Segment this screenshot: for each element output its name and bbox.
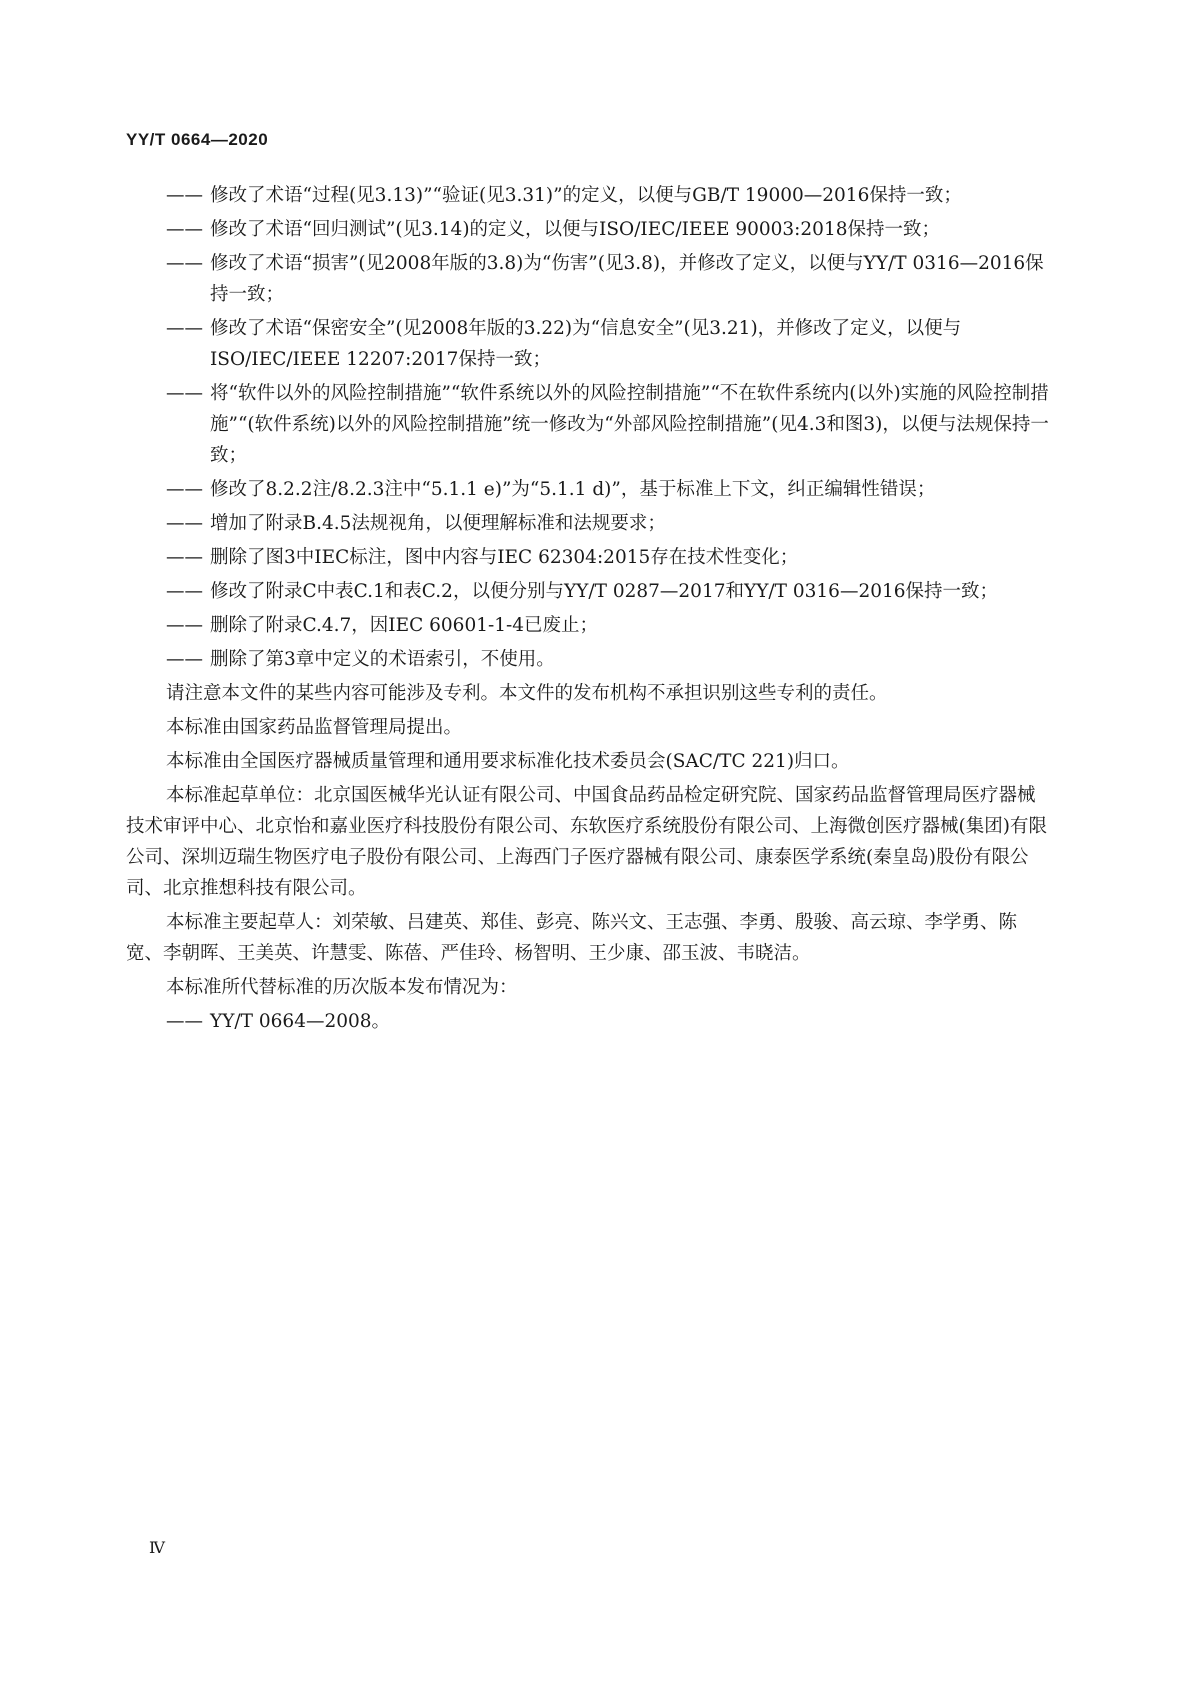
list-item-text: 修改了术语“过程(见3.13)”“验证(见3.31)”的定义，以便与GB/T 19000—2016保持一致； xyxy=(210,185,962,206)
list-item-text: 修改了8.2.2注/8.2.3注中“5.1.1 e)”为“5.1.1 d)”，基于标准上下文，纠正编辑性错误； xyxy=(210,479,936,500)
list-item-text: 删除了图3中IEC标注，图中内容与IEC 62304:2015存在技术性变化； xyxy=(210,547,799,568)
dash-marker: —— xyxy=(166,253,203,274)
list-item xyxy=(126,378,1050,471)
list-item-text: 修改了附录C中表C.1和表C.2，以便分别与YY/T 0287—2017和YY/T 0316—2016保持一致； xyxy=(210,581,999,602)
list-item xyxy=(126,644,1050,675)
dash-marker: —— xyxy=(166,479,203,500)
list-item xyxy=(126,474,1050,505)
list-item xyxy=(126,248,1050,310)
document-body xyxy=(126,180,1050,1040)
list-item-text: 将“软件以外的风险控制措施”“软件系统以外的风险控制措施”“不在软件系统内(以外)实施的风险控制措施”“(软件系统)以外的风险控制措施”统一修改为“外部风险控制措施”(见4.3和图3)，以便与法规保持一致； xyxy=(210,383,1049,466)
list-item-text: 修改了术语“回归测试”(见3.14)的定义，以便与ISO/IEC/IEEE 90003:2018保持一致； xyxy=(210,219,940,240)
list-item xyxy=(126,508,1050,539)
drafters-paragraph: 本标准主要起草人：刘荣敏、吕建英、郑佳、彭亮、陈兴文、王志强、李勇、殷骏、高云琼、李学勇、陈宽、李朝晖、王美英、许慧雯、陈蓓、严佳玲、杨智明、王少康、邵玉波、韦晓洁。 xyxy=(126,912,1018,964)
list-item-text: 删除了第3章中定义的术语索引，不使用。 xyxy=(210,649,555,670)
dash-marker: —— xyxy=(166,219,203,240)
dash-marker: —— xyxy=(166,547,203,568)
list-item xyxy=(126,576,1050,607)
patent-notice-paragraph: 请注意本文件的某些内容可能涉及专利。本文件的发布机构不承担识别这些专利的责任。 xyxy=(166,683,888,704)
dash-marker: —— xyxy=(166,581,203,602)
list-item-text: 增加了附录B.4.5法规视角，以便理解标准和法规要求； xyxy=(210,513,666,534)
list-item-text: YY/T 0664—2008。 xyxy=(210,1011,391,1032)
committee-paragraph: 本标准由全国医疗器械质量管理和通用要求标准化技术委员会(SAC/TC 221)归口。 xyxy=(166,751,850,772)
list-item-text: 删除了附录C.4.7，因IEC 60601-1-4已废止； xyxy=(210,615,599,636)
dash-marker: —— xyxy=(166,318,203,339)
dash-marker: —— xyxy=(166,1011,203,1032)
list-item xyxy=(126,542,1050,573)
dash-marker: —— xyxy=(166,383,203,404)
dash-marker: —— xyxy=(166,649,203,670)
list-item xyxy=(126,214,1050,245)
list-item-text: 修改了术语“损害”(见2008年版的3.8)为“伤害”(见3.8)，并修改了定义，以便与YY/T 0316—2016保持一致； xyxy=(210,253,1044,305)
list-item xyxy=(126,180,1050,211)
dash-marker: —— xyxy=(166,615,203,636)
list-item xyxy=(126,313,1050,375)
page-number: Ⅳ xyxy=(149,1538,165,1557)
list-item xyxy=(126,1006,1050,1037)
list-item xyxy=(126,610,1050,641)
proposer-paragraph: 本标准由国家药品监督管理局提出。 xyxy=(166,717,463,738)
dash-marker: —— xyxy=(166,185,203,206)
standard-id-header: YY/T 0664—2020 xyxy=(126,130,269,149)
list-item-text: 修改了术语“保密安全”(见2008年版的3.22)为“信息安全”(见3.21)，并修改了定义，以便与ISO/IEC/IEEE 12207:2017保持一致； xyxy=(210,318,962,370)
version-history-paragraph: 本标准所代替标准的历次版本发布情况为： xyxy=(166,977,518,998)
dash-marker: —— xyxy=(166,513,203,534)
drafting-units-paragraph: 本标准起草单位：北京国医械华光认证有限公司、中国食品药品检定研究院、国家药品监督管理局医疗器械技术审评中心、北京怡和嘉业医疗科技股份有限公司、东软医疗系统股份有限公司、上海微创医疗器械(集团)有限公司、深圳迈瑞生物医疗电子股份有限公司、上海西门子医疗器械有限公司、康泰医学系统(秦皇岛)股份有限公司、北京推想科技有限公司。 xyxy=(126,785,1047,899)
